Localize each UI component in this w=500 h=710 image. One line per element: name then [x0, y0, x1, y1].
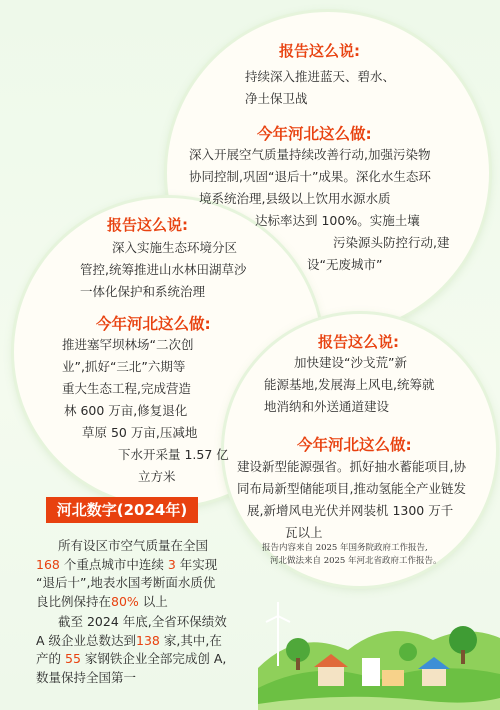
block1-hebei-line: 协同控制,巩固“退后十”成果。深化水生态环 [189, 169, 431, 184]
tree-icon [399, 643, 417, 661]
stats-text: 家钢铁企业全部完成创 A, [84, 651, 227, 666]
stats-text: 年实现 [179, 556, 218, 572]
block1-hebei-line: 境系统治理,县级以上饮用水源水质 [199, 191, 391, 206]
stats-text: 产的 [36, 651, 62, 666]
stat-number-enterprises: 138 [136, 632, 160, 648]
stats-line: 截至 2024 年底,全省环保绩效 [58, 614, 227, 629]
building-icon [382, 670, 404, 686]
stats-text: 以上 [142, 593, 168, 609]
stats-line [36, 632, 227, 651]
stat-number-years: 3 [167, 556, 176, 572]
stats-title-badge: 河北数字(2024年) [46, 497, 198, 523]
block3-hebei-line: 瓦以上 [285, 525, 323, 540]
tree-trunk [296, 658, 300, 670]
block2-hebei-line: 下水开采量 1.57 亿 [118, 447, 229, 462]
block2-hebei-text [62, 334, 229, 488]
house-icon [422, 668, 446, 686]
block3-report-line: 地消纳和外送通道建设 [264, 399, 390, 414]
block2-hebei-line: 林 600 万亩,修复退化 [64, 403, 188, 418]
stat-number-water: 80% [111, 593, 139, 609]
stats-text: 良比例保持在 [36, 593, 112, 609]
building-icon [362, 658, 380, 686]
green-town-illustration [258, 588, 500, 710]
block3-report-text [264, 352, 434, 418]
block2-report-line: 一体化保护和系统治理 [80, 284, 206, 299]
stats-line [36, 593, 217, 612]
stats-text: A 级企业总数达到 [36, 632, 137, 648]
block1-report-line: 净土保卫战 [245, 91, 308, 106]
block3-hebei-line: 建设新型能源强省。抓好抽水蓄能项目,协 [237, 459, 466, 474]
source-note [262, 542, 442, 568]
tree-trunk [461, 650, 465, 664]
source-note-line: 报告内容来自 2025 年国务院政府工作报告, [262, 543, 428, 553]
stats-text: 个重点城市中连续 [63, 556, 164, 572]
stats-paragraph-2 [36, 613, 227, 687]
house-icon [318, 666, 344, 686]
block2-hebei-heading: 今年河北这么做: [96, 315, 211, 333]
block1-report-text [245, 66, 395, 110]
block1-report-heading: 报告这么说: [279, 42, 360, 60]
block3-hebei-heading: 今年河北这么做: [297, 436, 412, 454]
block1-hebei-line: 深入开展空气质量持续改善行动,加强污染物 [189, 147, 431, 162]
block3-hebei-line: 同布局新型储能项目,推动氢能全产业链发 [237, 481, 466, 496]
block1-hebei-line: 污染源头防控行动,建 [333, 235, 450, 250]
stats-paragraph-1 [36, 537, 217, 611]
block2-report-text [80, 237, 246, 303]
stat-number-cities: 168 [36, 556, 60, 572]
block3-report-heading: 报告这么说: [318, 333, 399, 351]
source-note-line: 河北做法来自 2025 年河北省政府工作报告。 [270, 556, 442, 566]
block2-report-heading: 报告这么说: [107, 216, 188, 234]
stats-text: 家,其中,在 [163, 632, 222, 648]
block3-hebei-line: 展,新增风电光伏并网装机 1300 万千 [247, 503, 454, 518]
block2-hebei-line: 立方米 [138, 469, 176, 484]
stats-line: 所有设区市空气质量在全国 [58, 538, 209, 553]
block2-hebei-line: 草原 50 万亩,压减地 [82, 425, 198, 440]
stats-line: 数量保持全国第一 [36, 669, 137, 685]
block2-report-line: 深入实施生态环境分区 [112, 240, 238, 255]
block2-report-line: 管控,统筹推进山水林田湖草沙 [80, 262, 247, 277]
block1-report-line: 持续深入推进蓝天、碧水、 [245, 69, 396, 84]
stat-number-steel: 55 [65, 651, 81, 666]
stats-line: “退后十”,地表水国考断面水质优 [36, 575, 216, 590]
block3-report-line: 能源基地,发展海上风电,统筹就 [264, 377, 435, 392]
block3-hebei-text [237, 456, 466, 544]
block1-hebei-heading: 今年河北这么做: [257, 125, 372, 143]
stats-line [36, 650, 227, 669]
block2-hebei-line: 业”,抓好“三北”六期等 [62, 359, 186, 374]
block2-hebei-line: 重大生态工程,完成营造 [62, 381, 191, 396]
tree-icon [449, 626, 477, 654]
block1-hebei-line: 达标率达到 100%。实施土壤 [255, 213, 420, 228]
block1-hebei-line: 设“无废城市” [307, 257, 383, 272]
stats-line [36, 556, 217, 575]
block3-report-line: 加快建设“沙戈荒”新 [294, 355, 407, 370]
block2-hebei-line: 推进塞罕坝林场“二次创 [62, 337, 194, 352]
